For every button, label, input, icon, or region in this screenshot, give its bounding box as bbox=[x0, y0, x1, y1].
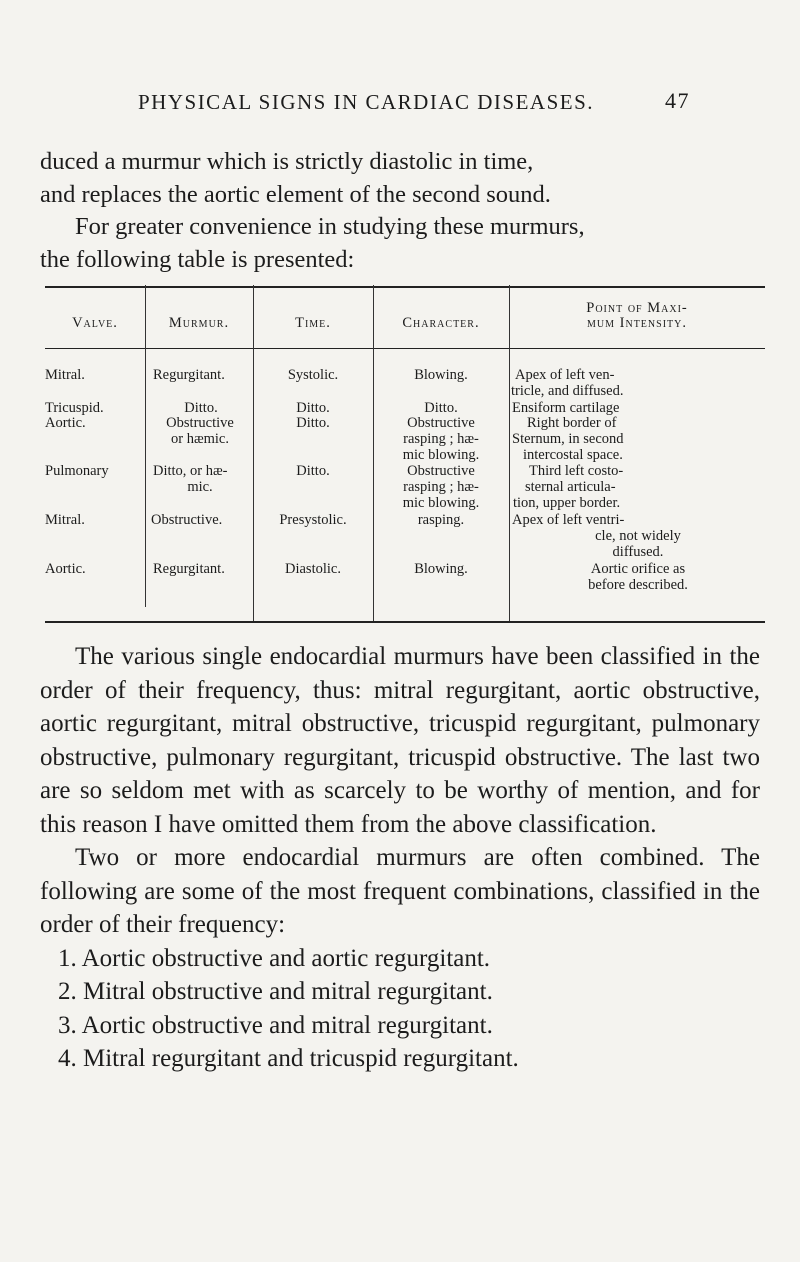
murmur-cell: Ditto, or hæ- bbox=[153, 463, 228, 479]
point-cell: Right border of bbox=[527, 415, 617, 431]
valve-cell: Mitral. bbox=[45, 367, 85, 383]
intro-line: the following table is presented: bbox=[40, 245, 355, 273]
header-character: Character. bbox=[402, 315, 480, 331]
time-cell: Ditto. bbox=[296, 415, 330, 431]
murmur-table bbox=[45, 285, 765, 627]
character-cell: Obstructive bbox=[407, 463, 475, 479]
murmur-cell: Obstructive. bbox=[151, 512, 223, 528]
character-cell: Ditto. bbox=[424, 400, 458, 416]
character-cell: mic blowing. bbox=[402, 447, 480, 463]
character-cell: Blowing. bbox=[414, 561, 468, 577]
point-cell: cle, not widely bbox=[595, 528, 681, 544]
murmur-cell: Regurgitant. bbox=[153, 367, 225, 383]
point-cell: Apex of left ven- bbox=[515, 367, 615, 383]
intro-paragraph bbox=[40, 146, 760, 276]
combination-list bbox=[40, 942, 760, 1076]
time-cell: Ditto. bbox=[296, 463, 330, 479]
character-cell: rasping ; hæ- bbox=[403, 479, 479, 495]
character-cell: Obstructive bbox=[407, 415, 475, 431]
header-time: Time. bbox=[295, 315, 331, 331]
body-text bbox=[40, 640, 760, 1076]
intro-line: For greater convenience in studying these murmurs, bbox=[75, 213, 585, 240]
header-murmur: Murmur. bbox=[168, 315, 230, 331]
valve-cell: Aortic. bbox=[45, 415, 86, 431]
valve-cell: Aortic. bbox=[45, 561, 86, 577]
murmur-cell: Regurgitant. bbox=[153, 561, 225, 577]
header-point-of-maximum-intensity: Point of Maxi- mum Intensity. bbox=[586, 300, 688, 331]
murmur-cell: Ditto. bbox=[184, 400, 218, 416]
point-cell: Third left costo- bbox=[529, 463, 624, 479]
point-cell: Apex of left ventri- bbox=[512, 512, 625, 528]
character-cell: rasping ; hæ- bbox=[403, 431, 479, 447]
point-cell: sternal articula- bbox=[525, 479, 616, 495]
time-cell: Ditto. bbox=[296, 400, 330, 416]
paragraph-combinations: Two or more endocardial murmurs are often combined. The following are some of the most frequent combinations, classified in the order of their frequency: bbox=[40, 844, 760, 938]
header-valve: Valve. bbox=[72, 315, 118, 331]
character-cell: Blowing. bbox=[414, 367, 468, 383]
intro-line: duced a murmur which is strictly diastolic in time, bbox=[40, 148, 534, 175]
table-header-rule bbox=[45, 348, 765, 349]
point-cell: tricle, and diffused. bbox=[511, 383, 624, 399]
character-cell: rasping. bbox=[417, 512, 465, 528]
list-item: 4. Mitral regurgitant and tricuspid regurgitant. bbox=[58, 1045, 519, 1072]
time-cell: Presystolic. bbox=[279, 512, 347, 528]
point-cell: diffused. bbox=[612, 544, 664, 560]
table-bottom-rule bbox=[45, 621, 765, 623]
point-cell: Aortic orifice as bbox=[590, 561, 686, 577]
time-cell: Systolic. bbox=[287, 367, 339, 383]
time-cell: Diastolic. bbox=[285, 561, 341, 577]
point-cell: Ensiform cartilage bbox=[512, 400, 620, 416]
point-cell: before described. bbox=[588, 577, 688, 593]
point-cell: tion, upper border. bbox=[513, 495, 621, 511]
valve-cell: Tricuspid. bbox=[45, 400, 104, 416]
character-cell: mic blowing. bbox=[402, 495, 480, 511]
paragraph-frequency: The various single endocardial murmurs have been classified in the order of their frequency, thus: mitral regurgitant, aortic obstructive, aortic regurgitant, mitral obstructive, tricuspid regurgitant, pulmonary obstructive, pulmonary regurgitant, tricuspid obstructive. The last two are so seldom met with as scarcely to be worthy of mention, and for this reason I have omitted them from the above classification. bbox=[40, 643, 760, 838]
murmur-cell: or hæmic. bbox=[171, 431, 229, 447]
intro-line: and replaces the aortic element of the second sound. bbox=[40, 180, 551, 208]
running-title: PHYSICAL SIGNS IN CARDIAC DISEASES. bbox=[138, 90, 595, 114]
point-cell: Sternum, in second bbox=[512, 431, 624, 447]
murmur-cell: mic. bbox=[187, 479, 213, 495]
list-item: 3. Aortic obstructive and mitral regurgitant. bbox=[58, 1011, 493, 1039]
point-cell: intercostal space. bbox=[523, 447, 623, 463]
list-item: 1. Aortic obstructive and aortic regurgitant. bbox=[58, 944, 491, 972]
valve-cell: Mitral. bbox=[45, 512, 85, 528]
murmur-cell: Obstructive bbox=[166, 415, 234, 431]
list-item: 2. Mitral obstructive and mitral regurgitant. bbox=[58, 978, 493, 1005]
valve-cell: Pulmonary bbox=[45, 463, 109, 479]
page-number: 47 bbox=[665, 88, 690, 113]
